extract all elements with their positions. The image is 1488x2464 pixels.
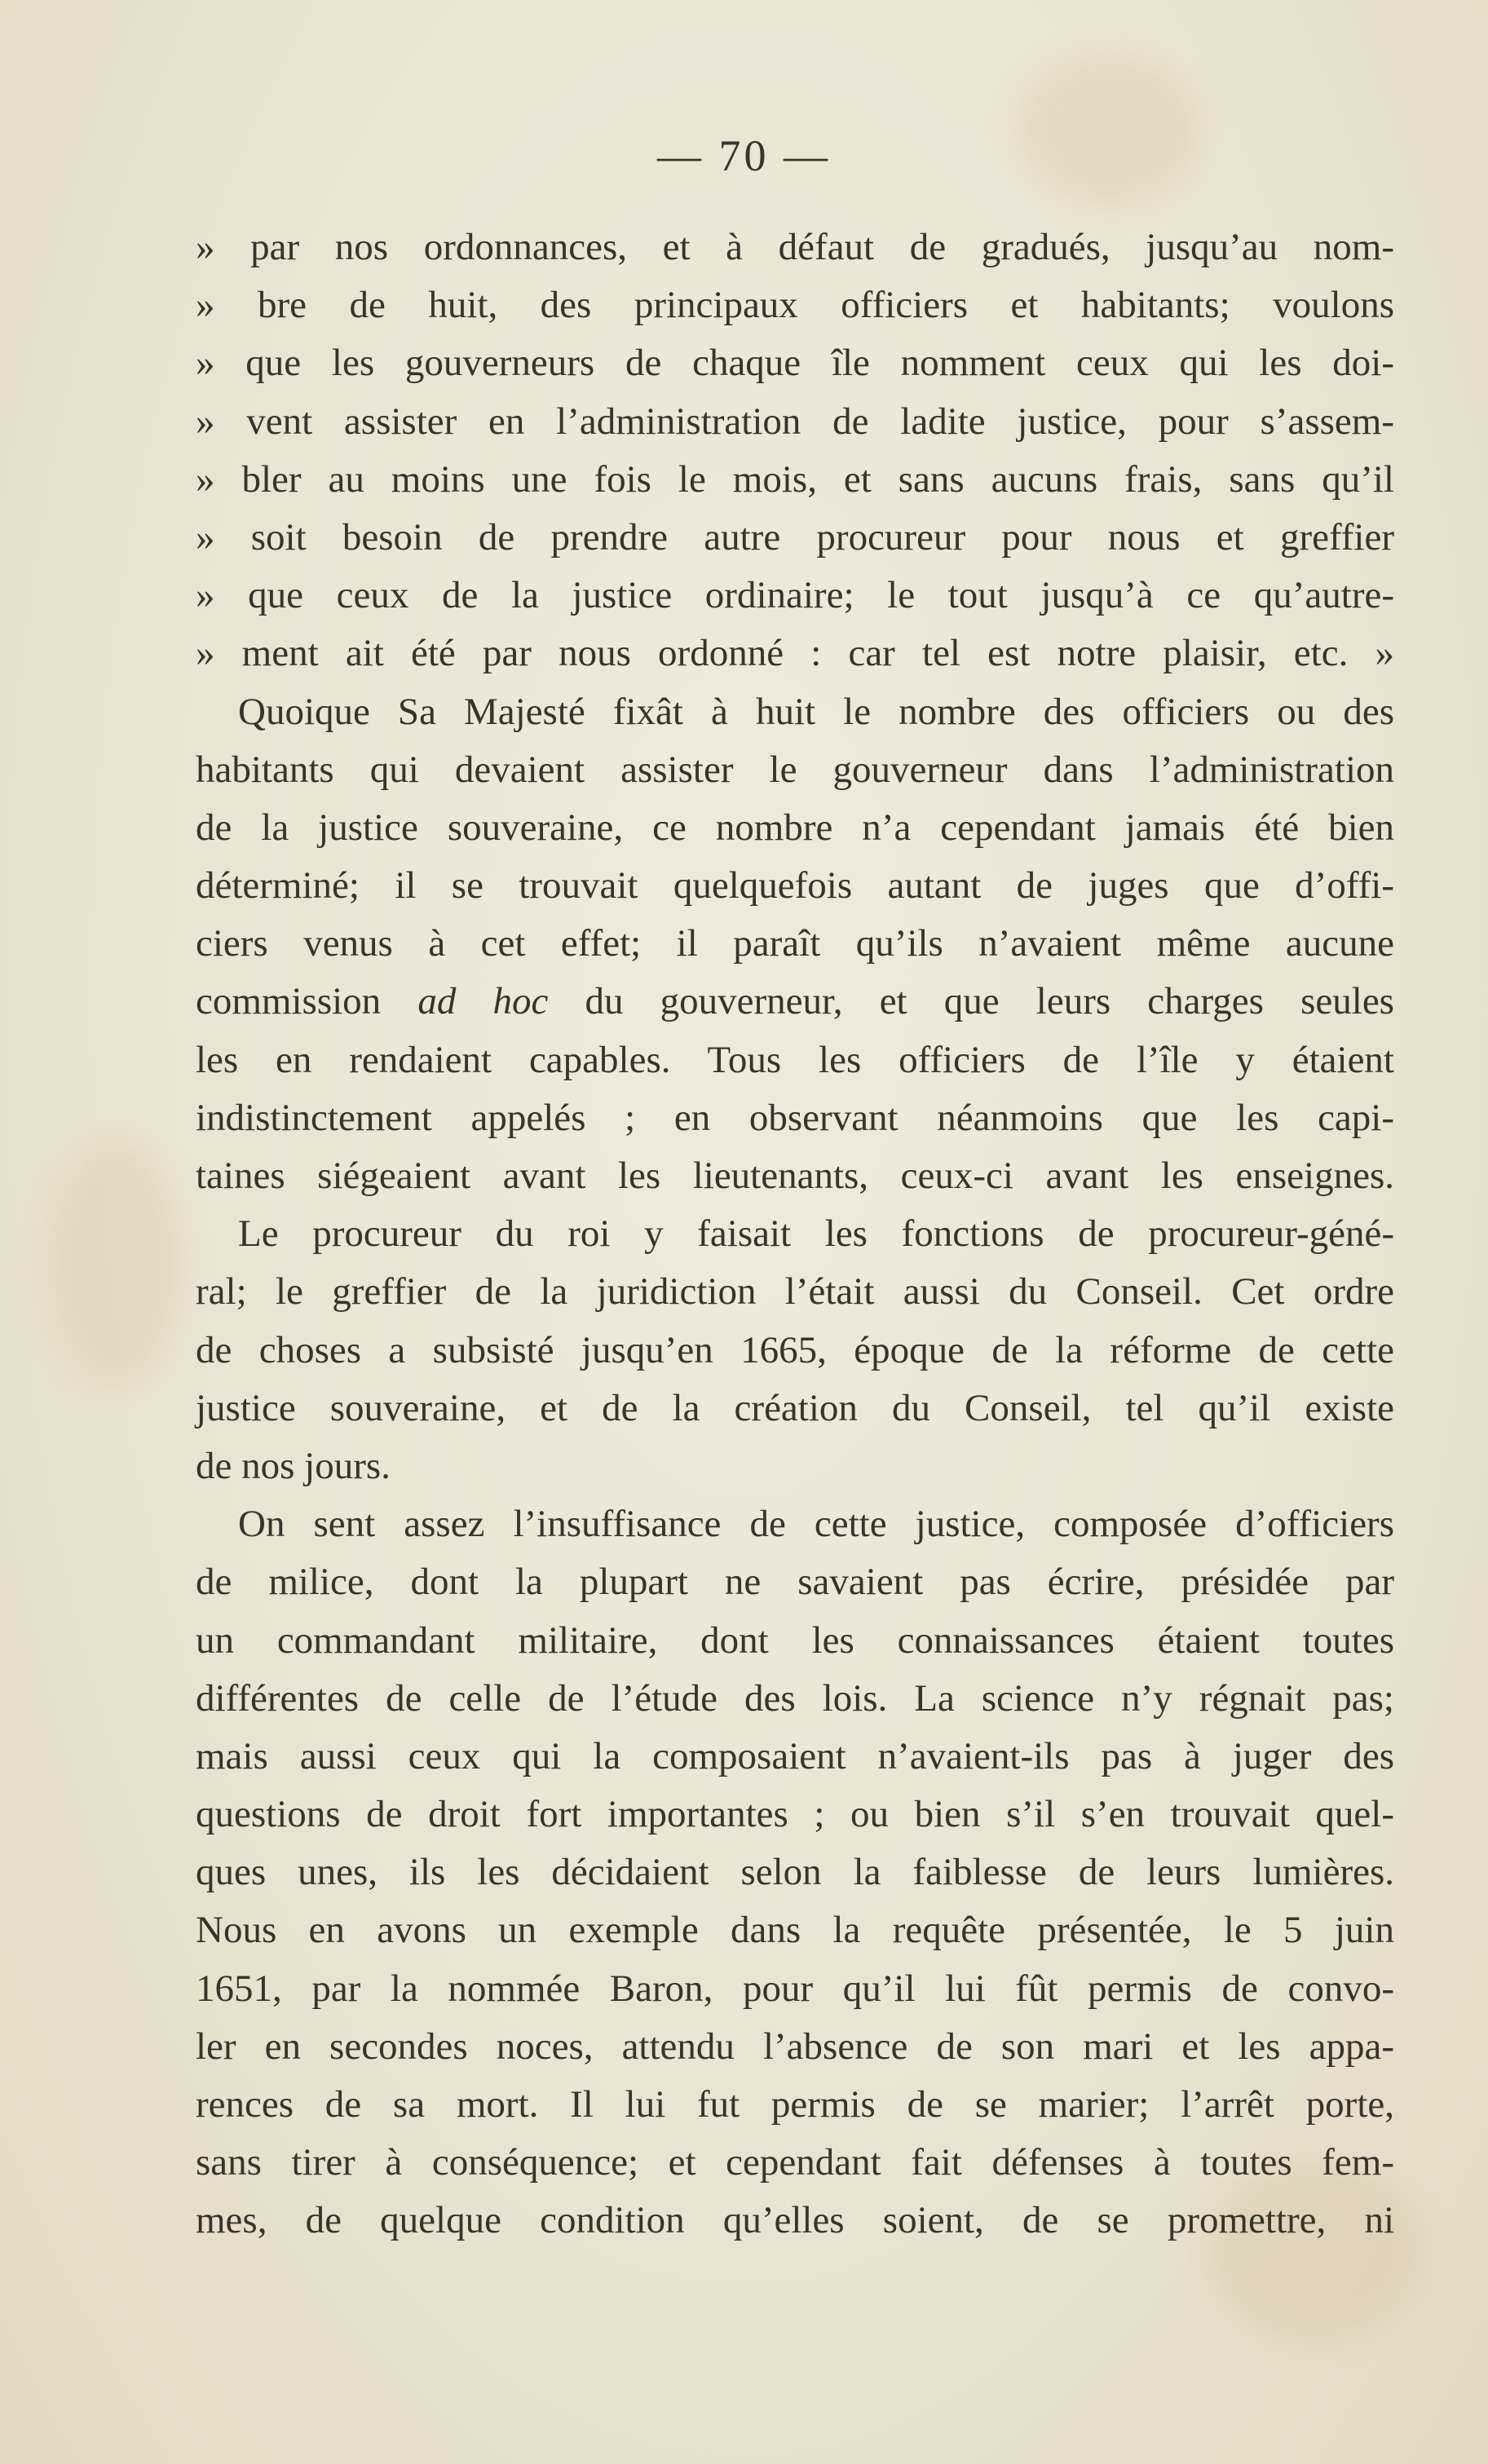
text-line: Le procureur du roi y faisait les fonctions de procureur-géné- — [238, 1212, 1394, 1256]
text-line: de choses a subsisté jusqu’en 1665, époque de la réforme de cette — [196, 1328, 1394, 1371]
text-line: mes, de quelque condition qu’elles soient, de se promettre, ni — [196, 2199, 1394, 2242]
paper-stain — [49, 1141, 179, 1386]
text-line: un commandant militaire, dont les connaissances étaient toutes — [196, 1618, 1394, 1662]
text-line: déterminé; il se trouvait quelquefois autant de juges que d’offi- — [196, 864, 1394, 907]
text-line: Quoique Sa Majesté fixât à huit le nombre des officiers ou des — [238, 690, 1394, 733]
page-number: — 70 — — [657, 131, 831, 180]
text-line: » que ceux de la justice ordinaire; le tout jusqu’à ce qu’autre- — [196, 574, 1394, 617]
text-line: On sent assez l’insuffisance de cette justice, composée d’officiers — [238, 1503, 1394, 1546]
text-line: différentes de celle de l’étude des lois. La science n’y régnait pas; — [196, 1676, 1394, 1720]
text-line: » soit besoin de prendre autre procureur pour nous et greffier — [196, 515, 1394, 559]
italic-ad-hoc: ad hoc — [417, 980, 549, 1023]
text-line: » bre de huit, des principaux officiers et habitants; voulons — [196, 284, 1394, 327]
text-line: questions de droit fort importantes ; ou bien s’il s’en trouvait quel- — [196, 1793, 1394, 1836]
text-line: habitants qui devaient assister le gouverneur dans l’administration — [196, 748, 1394, 791]
text-line: les en rendaient capables. Tous les officiers de l’île y étaient — [196, 1038, 1394, 1081]
text-line: de nos jours. — [196, 1444, 391, 1487]
text-line: sans tirer à conséquence; et cependant fait défenses à toutes fem- — [196, 2141, 1394, 2184]
text-line: indistinctement appelés ; en observant néanmoins que les capi- — [196, 1096, 1394, 1139]
text-line: commission ad hoc du gouverneur, et que leurs charges seules — [196, 980, 1394, 1023]
text-line: 1651, par la nommée Baron, pour qu’il lui fût permis de convo- — [196, 1967, 1394, 2010]
text-line: » par nos ordonnances, et à défaut de gradués, jusqu’au nom- — [196, 226, 1394, 268]
text-line: justice souveraine, et de la création du Conseil, tel qu’il existe — [196, 1386, 1394, 1429]
text-line: rences de sa mort. Il lui fut permis de se marier; l’arrêt porte, — [196, 2083, 1394, 2126]
text-line: » bler au moins une fois le mois, et sans aucuns frais, sans qu’il — [196, 457, 1394, 501]
text-line: taines siégeaient avant les lieutenants, ceux-ci avant les enseignes. — [196, 1155, 1394, 1197]
body-text — [196, 219, 1394, 2250]
text-line: mais aussi ceux qui la composaient n’avaient-ils pas à juger des — [196, 1734, 1394, 1777]
text-line: Nous en avons un exemple dans la requête présentée, le 5 juin — [196, 1909, 1394, 1952]
text-line: » que les gouverneurs de chaque île nomment ceux qui les doi- — [196, 342, 1394, 385]
text-line: de la justice souveraine, ce nombre n’a cependant jamais été bien — [196, 806, 1394, 849]
text-line: ques unes, ils les décidaient selon la faiblesse de leurs lumières. — [196, 1851, 1394, 1894]
text-line: » ment ait été par nous ordonné : car tel est notre plaisir, etc. » — [196, 632, 1394, 675]
text-line: » vent assister en l’administration de ladite justice, pour s’assem- — [196, 400, 1394, 443]
text-line: de milice, dont la plupart ne savaient pas écrire, présidée par — [196, 1561, 1394, 1604]
text-line: ral; le greffier de la juridiction l’était aussi du Conseil. Cet ordre — [196, 1270, 1394, 1314]
text-line: ler en secondes noces, attendu l’absence de son mari et les appa- — [196, 2025, 1394, 2068]
text-line: ciers venus à cet effet; il paraît qu’ils n’avaient même aucune — [196, 922, 1394, 965]
